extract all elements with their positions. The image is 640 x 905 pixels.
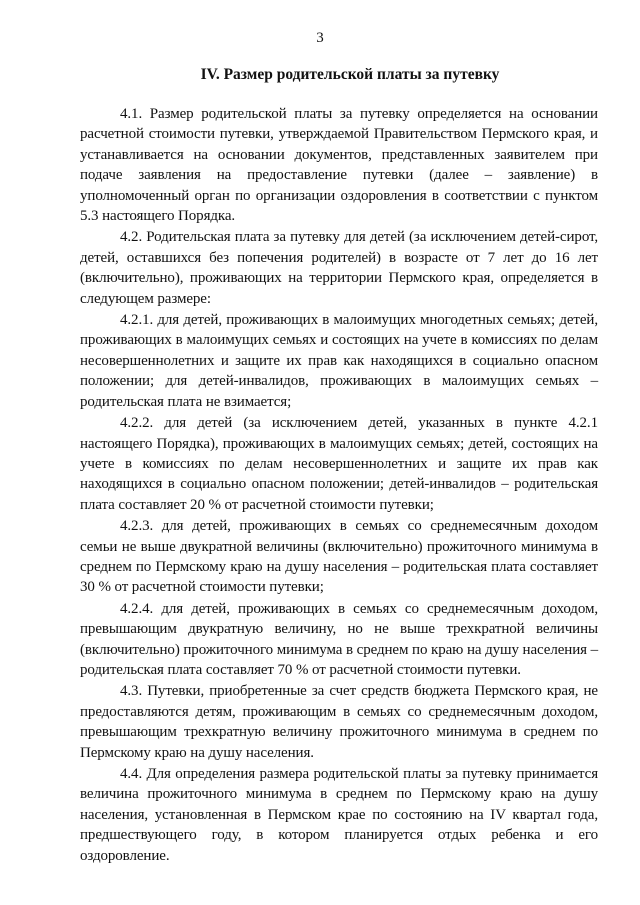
paragraph-4-2-3: 4.2.3. для детей, проживающих в семьях со среднемесячным доходом семьи не выше двукратной величины (включительно) прожиточного минимума в среднем по Пермскому краю на душу населения – родительская плата составляет 30 % от расчетной стоимости путевки; [80, 518, 598, 596]
section-title: IV. Размер родительской платы за путевку [200, 66, 500, 83]
document-body [80, 104, 598, 866]
paragraph-4-2: 4.2. Родительская плата за путевку для детей (за исключением детей-сирот, детей, оставшихся без попечения родителей) в возрасте от 7 лет до 16 лет (включительно), проживающих на территории Пермского края, определяется в следующем размере: [80, 229, 598, 307]
paragraph-4-2-4: 4.2.4. для детей, проживающих в семьях со среднемесячным доходом, превышающим двукратную величину, но не выше трехкратной величины (включительно) прожиточного минимума в среднем по краю на душу населения – родительская плата составляет 70 % от расчетной стоимости путевки. [80, 600, 598, 678]
page-number: 3 [316, 30, 324, 46]
paragraph-4-2-1: 4.2.1. для детей, проживающих в малоимущих многодетных семьях; детей, проживающих в малоимущих семьях и состоящих на учете в комиссиях по делам несовершеннолетних и защите их прав как находящихся в социально опасном положении; для детей-инвалидов, проживающих в малоимущих семьях – родительская плата не взимается; [80, 312, 598, 410]
paragraph-4-2-2: 4.2.2. для детей (за исключением детей, указанных в пункте 4.2.1 настоящего Порядка), проживающих в малоимущих семьях; детей, состоящих на учете в комиссиях по делам несовершеннолетних и защите их прав как находящихся в социально опасном положении; детей-инвалидов – родительская плата составляет 20 % от расчетной стоимости путевки; [80, 415, 598, 513]
paragraph-4-3: 4.3. Путевки, приобретенные за счет средств бюджета Пермского края, не предоставляются детям, проживающим в семьях со среднемесячным доходом, превышающим трехкратную величину прожиточного минимума в среднем по Пермскому краю на душу населения. [80, 683, 598, 761]
paragraph-4-1: 4.1. Размер родительской платы за путевку определяется на основании расчетной стоимости путевки, утверждаемой Правительством Пермского края, и устанавливается на основании документов, представленных заявителем при подаче заявления на предоставление путевки (далее – заявление) в уполномоченный орган по организации оздоровления в соответствии с пунктом 5.3 настоящего Порядка. [80, 106, 598, 225]
paragraph-4-4: 4.4. Для определения размера родительской платы за путевку принимается величина прожиточного минимума в среднем по Пермскому краю на душу населения, установленная в Пермском крае по состоянию на IV квартал года, предшествующего году, в котором планируется отдых ребенка и его оздоровление. [80, 766, 598, 864]
